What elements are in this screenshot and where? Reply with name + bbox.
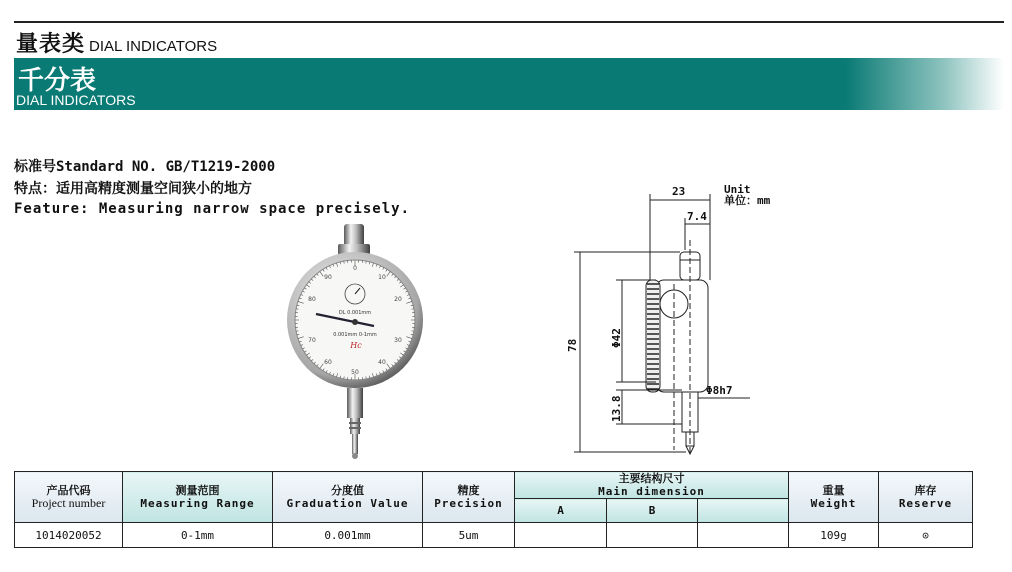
dim-height: 78 xyxy=(566,338,579,352)
category-title-en: DIAL INDICATORS xyxy=(89,38,218,55)
header-reserve-en: Reserve xyxy=(898,497,953,510)
header-project-cn: 产品代码 xyxy=(46,484,91,497)
header-weight-en: Weight xyxy=(810,497,857,510)
feature-en: Feature: Measuring narrow space precisely. xyxy=(14,201,411,217)
header-precision xyxy=(423,472,515,523)
cell-b xyxy=(607,523,698,548)
header-reserve xyxy=(879,472,973,523)
cell-graduation: 0.001mm xyxy=(273,523,423,548)
dial-number: 70 xyxy=(308,337,316,344)
top-rule xyxy=(14,21,1004,23)
header-grad-cn: 分度值 xyxy=(331,484,364,497)
dial-number: 10 xyxy=(378,274,386,281)
header-c xyxy=(698,499,789,523)
dim-width: 23 xyxy=(672,185,686,198)
dial-number: 90 xyxy=(324,274,332,281)
dial-number: 40 xyxy=(378,359,386,366)
spec-table xyxy=(14,471,973,548)
dial-brand: DL 0.001mm xyxy=(338,310,372,316)
cell-range: 0-1mm xyxy=(123,523,273,548)
header-graduation xyxy=(273,472,423,523)
dim-offset: 7.4 xyxy=(687,210,707,223)
dimension-drawing xyxy=(560,180,810,460)
header-range xyxy=(123,472,273,523)
header-range-cn: 测量范围 xyxy=(175,484,220,497)
dim-stem: Φ8h7 xyxy=(706,384,733,397)
header-a: A xyxy=(515,499,607,523)
header-weight xyxy=(789,472,879,523)
table-row xyxy=(15,523,973,548)
cell-precision: 5um xyxy=(423,523,515,548)
cell-c xyxy=(698,523,789,548)
dial-number: 80 xyxy=(308,296,316,303)
category-heading xyxy=(16,27,217,58)
cell-project: 1014020052 xyxy=(15,523,123,548)
dial-number: 50 xyxy=(351,369,359,376)
dial-number: 20 xyxy=(394,296,402,303)
product-banner xyxy=(14,58,1004,110)
dim-diameter: Φ42 xyxy=(610,328,623,348)
feature-cn: 特点：适用高精度测量空间狭小的地方 xyxy=(14,181,252,197)
dial-range: 0.001mm 0-1mm xyxy=(333,332,377,338)
header-grad-en: Graduation Value xyxy=(286,497,409,510)
header-prec-cn: 精度 xyxy=(457,484,480,497)
stem xyxy=(347,388,363,418)
header-project xyxy=(15,472,123,523)
product-title-en: DIAL INDICATORS xyxy=(16,92,136,108)
dial-number: 0 xyxy=(353,265,357,272)
dial-number: 60 xyxy=(324,359,332,366)
category-title-cn: 量表类 xyxy=(16,32,86,57)
dial-number: 30 xyxy=(394,337,402,344)
unit-cn: 单位：mm xyxy=(724,194,771,207)
contact-point xyxy=(352,434,358,454)
cell-reserve: ⊙ xyxy=(879,523,973,548)
header-main-en: Main dimension xyxy=(598,485,705,498)
header-b: B xyxy=(607,499,698,523)
header-weight-cn: 重量 xyxy=(822,484,845,497)
unit-en: Unit xyxy=(724,183,751,196)
standard-number: 标准号Standard NO. GB/T1219-2000 xyxy=(14,159,276,175)
header-reserve-cn: 库存 xyxy=(914,484,937,497)
unit-label xyxy=(724,184,770,206)
header-project-en: Project number xyxy=(31,496,106,510)
product-title-cn: 千分表 xyxy=(18,66,97,96)
svg-text:Hc: Hc xyxy=(350,341,362,350)
dim-lower: 13.8 xyxy=(610,395,623,422)
header-main-dimension xyxy=(515,472,789,499)
dial-indicator-photo xyxy=(286,222,436,462)
header-range-en: Measuring Range xyxy=(140,497,255,510)
header-main-cn: 主要结构尺寸 xyxy=(618,472,685,485)
header-prec-en: Precision xyxy=(434,497,503,510)
cell-weight: 109g xyxy=(789,523,879,548)
cell-a xyxy=(515,523,607,548)
